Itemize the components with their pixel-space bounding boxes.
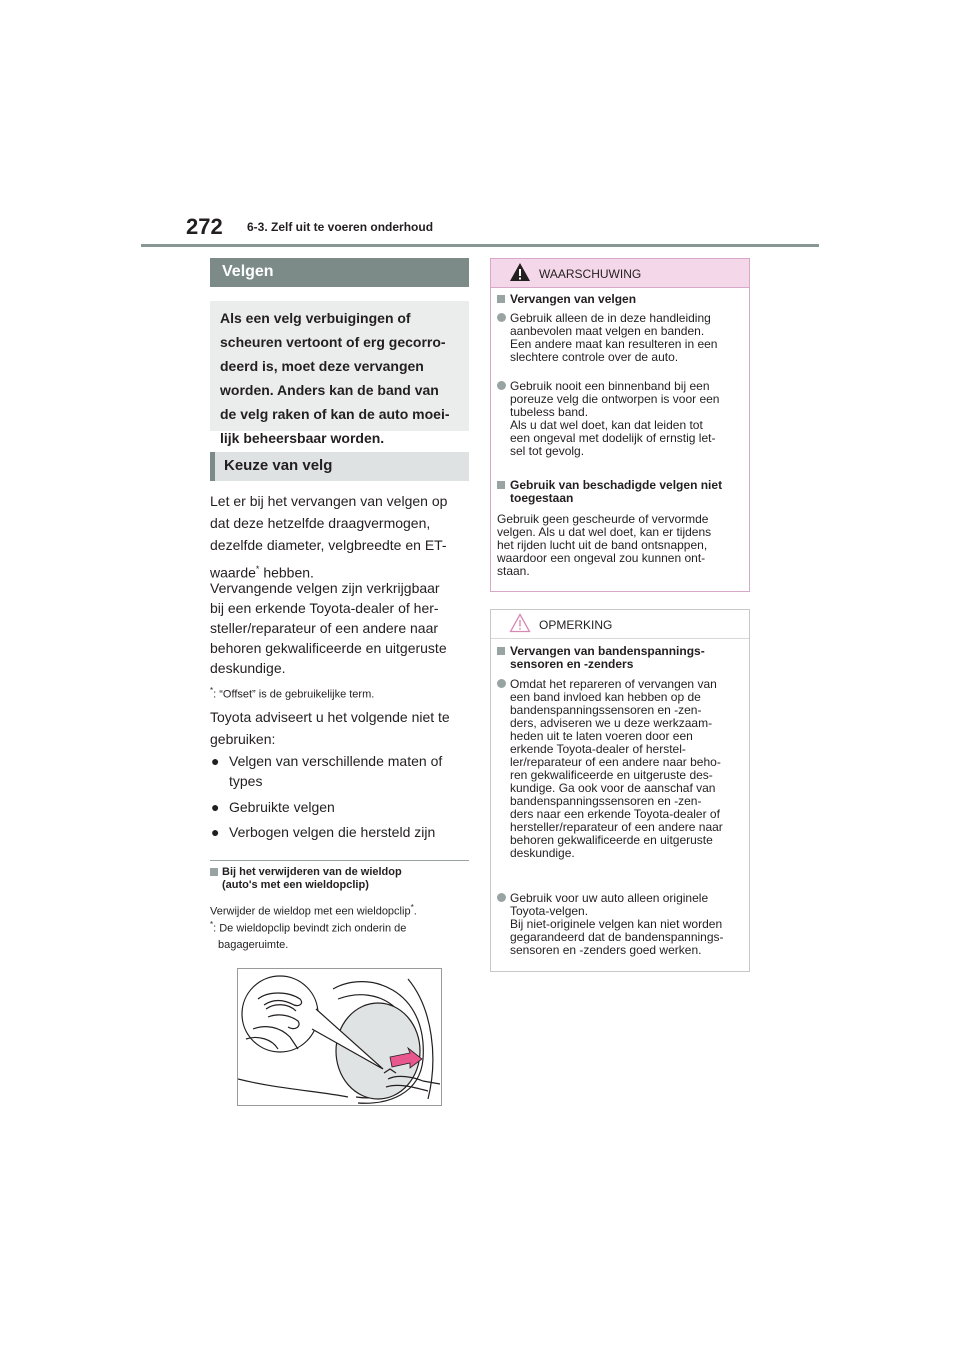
- chapter-title: 6-3. Zelf uit te voeren onderhoud: [247, 220, 434, 234]
- note-heading-text: Vervangen van bandenspannings-: [510, 644, 705, 658]
- note-header: [491, 610, 749, 639]
- para-line: Toyota adviseert u het volgende niet te: [210, 709, 450, 725]
- para-line: dezelfde diameter, velgbreedte en ET-: [210, 537, 447, 553]
- footnote-text: : “Offset” is de gebruikelijke term.: [213, 688, 375, 701]
- note-box: [490, 609, 750, 972]
- paragraph-availability: [210, 578, 472, 678]
- square-bullet-icon: [210, 868, 218, 876]
- bullet-icon: ●: [211, 799, 220, 815]
- footnote-offset: [210, 683, 374, 703]
- note-line: heden uit te laten voeren door een: [510, 729, 693, 743]
- header-divider: [141, 244, 819, 247]
- note-line: bandenspanningssensoren en -zen-: [510, 794, 702, 808]
- footnote-marker: *: [410, 903, 414, 912]
- bullet-text: types: [229, 773, 263, 789]
- note-line: deskundige.: [510, 846, 575, 860]
- summary-line: lijk beheersbaar worden.: [220, 430, 385, 446]
- warning-line: staan.: [497, 564, 530, 578]
- footnote-text: bagageruimte.: [218, 938, 289, 951]
- bullet-text: Gebruikte velgen: [229, 799, 335, 815]
- note-line: een band invloed kan hebben op de: [510, 690, 701, 704]
- note-title: OPMERKING: [539, 618, 613, 632]
- warning-heading-text: Vervangen van velgen: [510, 292, 637, 306]
- para-line: behoren gekwalificeerde en uitgeruste: [210, 640, 447, 656]
- warning-line: slechtere controle over de auto.: [510, 350, 679, 364]
- bullet-icon: ●: [211, 824, 220, 840]
- warning-line: tubeless band.: [510, 405, 589, 419]
- note-line: Toyota-velgen.: [510, 904, 589, 918]
- warning-line: Als u dat wel doet, kan dat leiden tot: [510, 418, 703, 432]
- warning-line: sel tot gevolg.: [510, 444, 585, 458]
- note-line: ler/reparateur of een andere naar beho-: [510, 755, 721, 769]
- warning-title: WAARSCHUWING: [539, 267, 642, 281]
- para-line: gebruiken:: [210, 731, 276, 747]
- summary-box: [210, 301, 469, 446]
- note-line: kundige. Ga ook voor de aanschaf van: [510, 781, 716, 795]
- para-line: deskundige.: [210, 660, 286, 676]
- page-number: 272: [186, 214, 223, 239]
- square-bullet-icon: [497, 295, 505, 303]
- warning-header: [491, 259, 749, 288]
- warning-text-damaged: [497, 513, 743, 578]
- warning-box: [490, 258, 750, 592]
- para-line: dat deze hetzelfde draagvermogen,: [210, 515, 431, 531]
- round-bullet-icon: [497, 679, 506, 688]
- heading-line: (auto's met een wieldopclip): [222, 879, 369, 891]
- section-title-keuze: Keuze van velg: [210, 452, 469, 481]
- round-bullet-icon: [497, 313, 506, 322]
- note-line: gegarandeerd dat de bandenspannings-: [510, 930, 724, 944]
- note-line: bandenspanningssensoren en -zen-: [510, 703, 702, 717]
- bullet-text: Verbogen velgen die hersteld zijn: [229, 824, 436, 840]
- note-line: Gebruik voor uw auto alleen originele: [510, 891, 709, 905]
- round-bullet-icon: [497, 381, 506, 390]
- warning-line: Een andere maat kan resulteren in een: [510, 337, 718, 351]
- summary-line: worden. Anders kan de band van: [220, 382, 439, 398]
- warning-line: het rijden lucht uit de band ontsnappen,: [497, 538, 708, 552]
- paragraph-advice: [210, 706, 472, 750]
- section-title-velgen: Velgen: [210, 258, 469, 287]
- footnote-text: : De wieldopclip bevindt zich onderin de: [213, 922, 407, 935]
- note-heading-text: sensoren en -zenders: [510, 657, 634, 671]
- warning-line: Gebruik alleen de in deze handleiding: [510, 311, 711, 325]
- bullet-text: Velgen van verschillende maten of: [229, 753, 443, 769]
- footnote-marker: *: [210, 920, 214, 929]
- instruction-text: Verwijder de wieldop met een wieldopclip: [210, 905, 411, 918]
- heading-line: Bij het verwijderen van de wieldop: [222, 866, 402, 878]
- instruction-text: .: [413, 905, 417, 918]
- warning-line: waardoor een ongeval zou kunnen ont-: [497, 551, 706, 565]
- summary-line: deerd is, moet deze vervangen: [220, 358, 424, 374]
- warning-line: aanbevolen maat velgen en banden.: [510, 324, 705, 338]
- para-line: steller/reparateur of een andere naar: [210, 620, 439, 636]
- warning-line: velgen. Als u dat wel doet, kan er tijdens: [497, 525, 712, 539]
- note-line: behoren gekwalificeerde en uitgeruste: [510, 833, 713, 847]
- square-bullet-icon: [497, 647, 505, 655]
- note-line: ders, adviseren we u deze werkzaam-: [510, 716, 713, 730]
- summary-line: Als een velg verbuigingen of: [220, 310, 411, 326]
- footnote-marker: *: [255, 564, 260, 574]
- warning-line: Gebruik geen gescheurde of vervormde: [497, 512, 709, 526]
- footnote-marker: *: [210, 686, 214, 695]
- warning-line: poreuze velg die ontworpen is voor een: [510, 392, 720, 406]
- bullet-icon: ●: [211, 753, 220, 769]
- para-line: Let er bij het vervangen van velgen op: [210, 493, 448, 509]
- wheel-cap-removal-illustration: [237, 968, 442, 1106]
- note-line: Omdat het repareren of vervangen van: [510, 677, 717, 691]
- warning-triangle-icon: [509, 262, 531, 287]
- wheel-cap-drawing: [238, 969, 441, 1105]
- round-bullet-icon: [497, 893, 506, 902]
- note-line: ren gekwalificeerde en uitgeruste des-: [510, 768, 713, 782]
- para-text: hebben.: [259, 564, 314, 581]
- footnote-clip-location: [210, 917, 406, 953]
- warning-heading-text: Gebruik van beschadigde velgen niet: [510, 478, 723, 492]
- paragraph-load-capacity: [210, 490, 472, 584]
- para-line: Vervangende velgen zijn verkrijgbaar: [210, 580, 440, 596]
- square-bullet-icon: [497, 481, 505, 489]
- warning-line: Gebruik nooit een binnenband bij een: [510, 379, 710, 393]
- summary-line: de velg raken of kan de auto moei-: [220, 406, 450, 422]
- note-line: hersteller/reparateur of een andere naar: [510, 820, 723, 834]
- warning-heading-text: toegestaan: [510, 491, 574, 505]
- note-line: Bij niet-originele velgen kan niet worden: [510, 917, 723, 931]
- note-line: sensoren en -zenders goed werken.: [510, 943, 702, 957]
- summary-line: scheuren vertoont of erg gecorro-: [220, 334, 446, 350]
- warning-line: een ongeval met dodelijk of ernstig let-: [510, 431, 716, 445]
- caution-triangle-icon: [509, 613, 531, 638]
- note-line: erkende Toyota-dealer of herstel-: [510, 742, 686, 756]
- subsection-divider: [210, 860, 469, 861]
- para-line: bij een erkende Toyota-dealer of her-: [210, 600, 439, 616]
- note-line: ders naar een erkende Toyota-dealer of: [510, 807, 720, 821]
- para-text: waarde: [210, 564, 256, 581]
